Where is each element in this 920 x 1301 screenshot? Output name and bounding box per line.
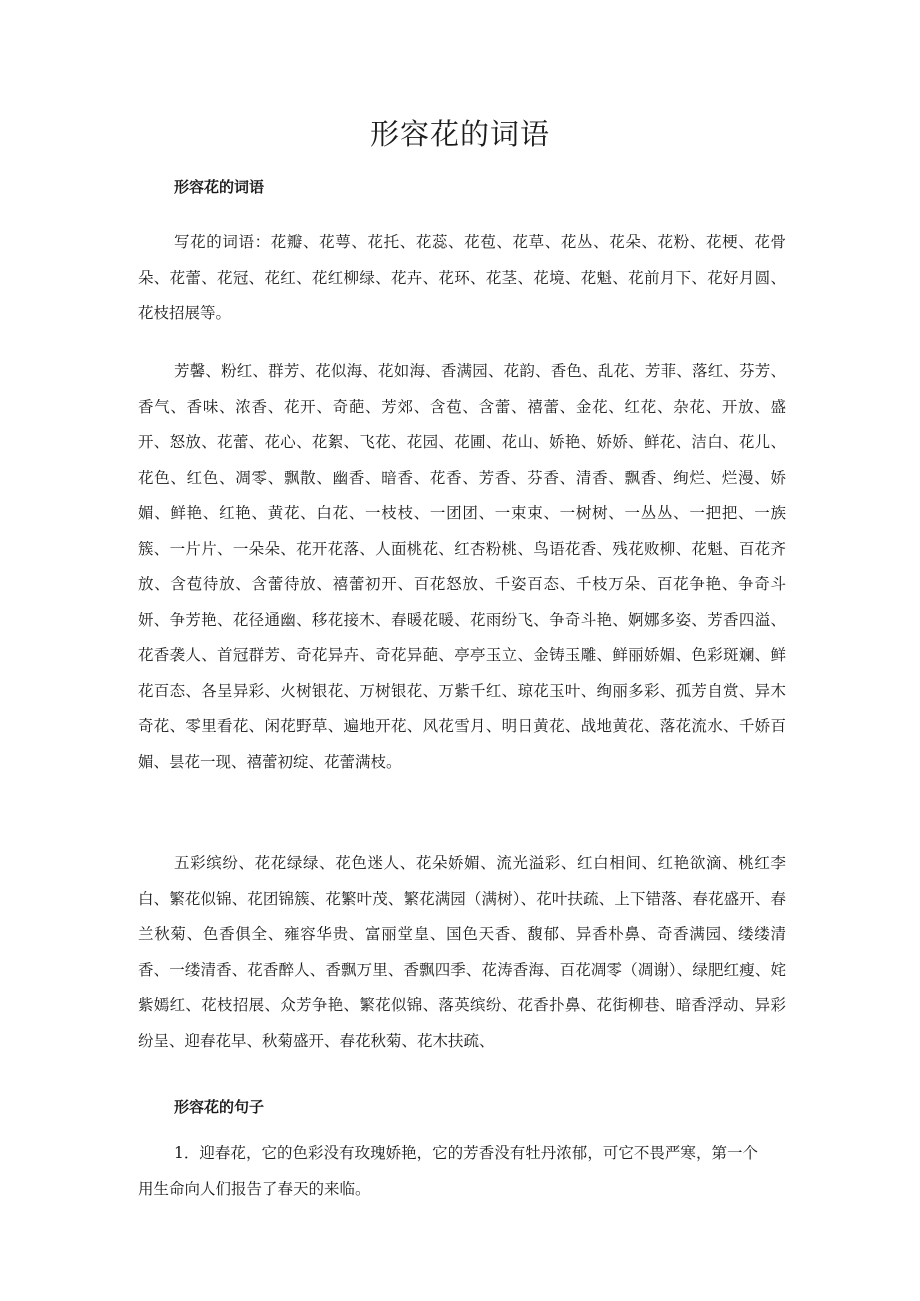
paragraph-sentence-1: 1．迎春花，它的色彩没有玫瑰娇艳，它的芳香没有牡丹浓郁，可它不畏严寒，第一个用生命向人们报告了春天的来临。 xyxy=(138,1144,758,1198)
section-heading-sentences: 形容花的句子 xyxy=(174,1098,265,1116)
paragraph-flower-words: 芳馨、粉红、群芳、花似海、花如海、香满园、花韵、香色、乱花、芳菲、落红、芬芳、香气、香味、浓香、花开、奇葩、芳郊、含苞、含蕾、禧蕾、金花、红花、杂花、开放、盛开、怒放、花蕾、花心、花絮、飞花、花园、花圃、花山、娇艳、娇娇、鲜花、洁白、花儿、花色、红色、凋零、飘散、幽香、暗香、花香、芳香、芬香、清香、飘香、绚烂、烂漫、娇媚、鲜艳、红艳、黄花、白花、一枝枝、一团团、一束束、一树树、一丛丛、一把把、一族簇、一片片、一朵朵、花开花落、人面桃花、红杏粉桃、鸟语花香、残花败柳、花魁、百花齐放、含苞待放、含蕾待放、禧蕾初开、百花怒放、千姿百态、千枝万朵、百花争艳、争奇斗妍、争芳艳、花径通幽、移花接木、春暖花暖、花雨纷飞、争奇斗艳、婀娜多姿、芳香四溢、花香袭人、首冠群芳、奇花异卉、奇花异葩、亭亭玉立、金铸玉雕、鲜丽娇媚、色彩斑斓、鲜花百态、各呈异彩、火树银花、万树银花、万紫千红、琼花玉叶、绚丽多彩、孤芳自赏、异木奇花、零里看花、闲花野草、遍地开花、风花雪月、明日黄花、战地黄花、落花流水、千娇百媚、昙花一现、禧蕾初绽、花蕾满枝。 xyxy=(138,362,786,771)
paragraph-flower-parts: 写花的词语：花瓣、花萼、花托、花蕊、花苞、花草、花丛、花朵、花粉、花梗、花骨朵、花蕾、花冠、花红、花红柳绿、花卉、花环、花茎、花境、花魁、花前月下、花好月圆、花枝招展等。 xyxy=(138,233,786,322)
document-title: 形容花的词语 xyxy=(369,117,550,151)
section-heading-words: 形容花的词语 xyxy=(174,178,265,196)
paragraph-flower-idioms: 五彩缤纷、花花绿绿、花色迷人、花朵娇媚、流光溢彩、红白相间、红艳欲滴、桃红李白、繁花似锦、花团锦簇、花繁叶茂、繁花满园（满树）、花叶扶疏、上下错落、春花盛开、春兰秋菊、色香俱全、雍容华贵、富丽堂皇、国色天香、馥郁、异香朴鼻、奇香满园、缕缕清香、一缕清香、花香醉人、香飘万里、香飘四季、花涛香海、百花凋零（凋谢）、绿肥红瘦、姹紫嫣红、花枝招展、众芳争艳、繁花似锦、落英缤纷、花香扑鼻、花街柳巷、暗香浮动、异彩纷呈、迎春花早、秋菊盛开、春花秋菊、花木扶疏、 xyxy=(138,854,786,1050)
